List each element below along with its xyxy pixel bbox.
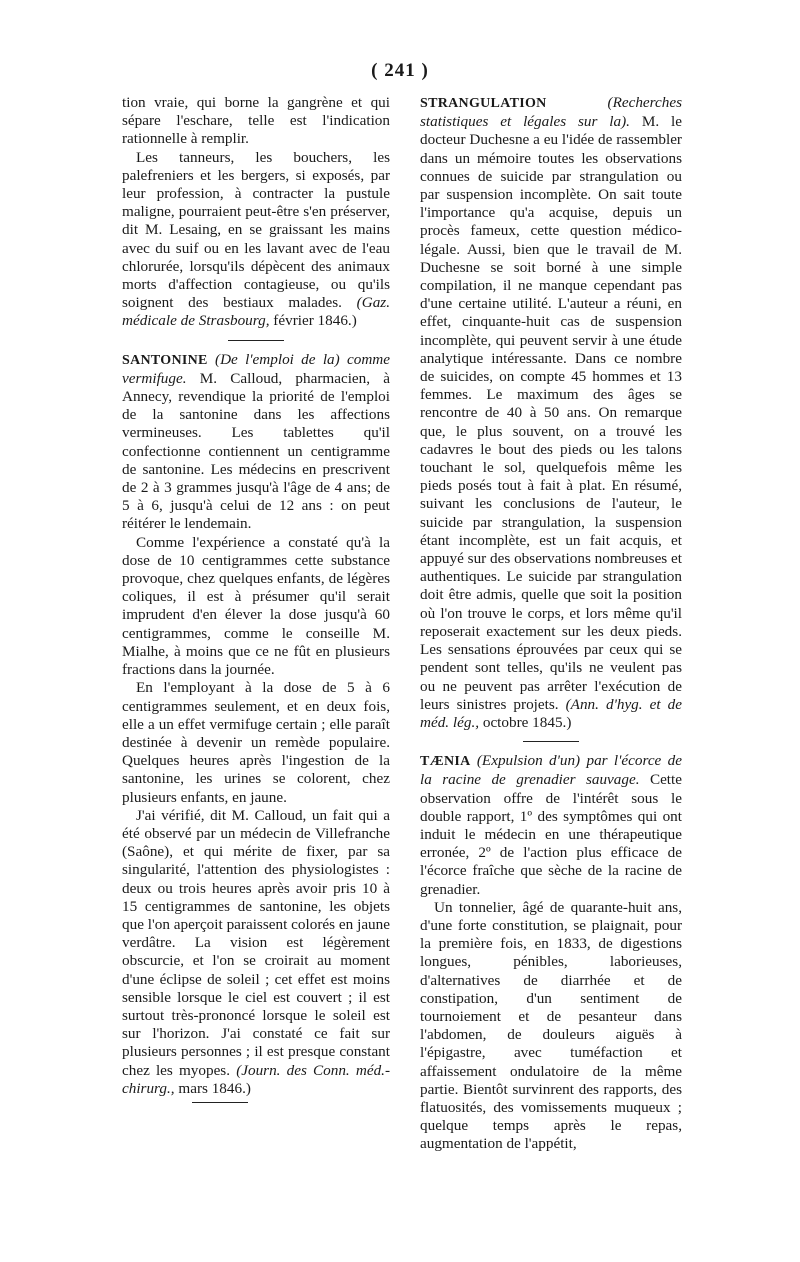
entry-heading: STRANGULATION <box>420 96 547 111</box>
entry-strangulation: STRANGULATION (Recherches statistiques et légales sur la). M. le docteur Duchesne a eu l'idée de rassembler dans un mémoire toutes les observations connues de suicide par strangulation ou par suspension incomplète. On sait toute l'importance qu'a acquise, depuis un procès fameux, cette question médico-légale. Aussi, bien que le travail de M. Duchesne se soit borné à une simple compilation, il ne manque cependant pas d'une certaine utilité. L'auteur a réuni, en effet, cinquante-huit cas de suspension incomplète, qui peuvent servir à une étude analytique intéressante. Dans ce nombre de suicides, on compte 45 hommes et 13 femmes. Le maximum des âges se rencontre de 40 à 50 ans. On remarque que, le plus souvent, on a trouvé les cadavres le bout des pieds ou les talons touchant le sol, quelquefois même les pieds posés tout à fait à plat. En résumé, suivant les conclusions de l'auteur, le suicide par strangulation, la suspension étant incomplète, est un fait acquis, et appuyé sur des observations nombreuses et authentiques. Le suicide par strangulation doit être admis, quelle que soit la position où l'on trouve le corps, et lors même qu'il reposerait exactement sur les deux pieds. Les sensations éprouvées par ceux qui se pendent sont telles, qu'ils ne veulent pas ou ne peuvent pas arrêter l'exécution de leurs sinistres projets. (Ann. d'hyg. et de méd. lég., octobre 1845.) <box>420 94 683 731</box>
section-separator <box>192 1102 248 1103</box>
paragraph: tion vraie, qui borne la gangrène et qui sépare l'eschare, telle est l'indication rationnelle à remplir. <box>122 94 390 148</box>
paragraph: Comme l'expérience a constaté qu'à la dose de 10 centigrammes cette substance provoque, chez quelques enfants, de légères coliques, il est à présumer qu'il serait imprudent d'en élever la dose jusqu'à 60 centigrammes, comme le conseille M. Mialhe, à moins que ce ne fût en plusieurs fractions dans la journée. <box>122 533 390 679</box>
left-column <box>122 94 390 1103</box>
citation-date: février 1846.) <box>273 312 357 330</box>
entry-santonine: SANTONINE (De l'emploi de la) comme vermifuge. M. Calloud, pharmacien, à Annecy, revendique la priorité de l'emploi de la santonine dans les affections vermineuses. Les tablettes qu'il confectionne contiennent un centigramme de santonine. Les médecins en prescrivent de 2 à 3 grammes jusqu'à l'âge de 4 ans; de 5 à 6, jusqu'à celui de 12 ans : on peut réitérer le lendemain. <box>122 350 391 533</box>
page-number: ( 241 ) <box>371 60 429 81</box>
entry-taenia: TÆNIA (Expulsion d'un) par l'écorce de la racine de grenadier sauvage. Cette observation offre de l'intérêt sous le double rapport, 1º des symptômes qui ont induit le médecin en une thérapeutique erronée, 2º de l'action plus efficace de l'écorce fraîche que sèche de la racine de grenadier. <box>420 752 682 898</box>
citation-date: mars 1846.) <box>178 1079 251 1097</box>
entry-heading: SANTONINE <box>122 352 208 368</box>
paragraph: En l'employant à la dose de 5 à 6 centigrammes seulement, et en deux fois, elle a un effet vermifuge certain ; elle paraît destinée à devenir un remède populaire. Quelques heures après l'ingestion de la santonine, les urines se colorent, chez plusieurs enfants, en jaune. <box>122 679 390 806</box>
section-separator <box>523 741 579 742</box>
right-column <box>420 94 682 1154</box>
paragraph: Un tonnelier, âgé de quarante-huit ans, d'une forte constitution, se plaignait, pour la première fois, en 1833, de digestions longues, pénibles, laborieuses, d'alternatives de diarrhée et de constipation, d'un sentiment de tournoiement et de pesanteur dans l'abdomen, de douleurs aiguës à l'épigastre, avec tuméfaction et affaissement ondulatoire de la même partie. Bientôt survinrent des rapports, des flatuosités, des vomissements muqueux ; quelque temps après le repas, augmentation de l'appétit, <box>420 898 682 1153</box>
section-separator <box>228 340 284 341</box>
paragraph: J'ai vérifié, dit M. Calloud, un fait qui a été observé par un médecin de Villefranche (Saône), et qui mérite de fixer, par sa singularité, l'attention des physiologistes : deux ou trois heures après avoir pris 10 à 15 centigrammes de santonine, les objets que l'on aperçoit paraissent colorés en jaune verdâtre. La vision est légèrement obscurcie, et l'on se croirait au moment d'une éclipse de soleil ; cet effet est moins sensible lorsque le ciel est couvert ; il est surtout très-prononcé lorsque le soleil est sur l'horizon. J'ai constaté ce fait sur plusieurs personnes ; il est presque constant chez les myopes. (Journ. des Conn. méd.-chirurg., mars 1846.) <box>122 806 391 1097</box>
paragraph: Les tanneurs, les bouchers, les palefreniers et les bergers, si exposés, par leur profession, à contracter la pustule maligne, pourraient peut-être s'en préserver, dit M. Lesaing, en se graissant les mains avec du suif ou en les lavant avec de l'eau chlorurée, lorsqu'ils dépècent des animaux morts d'affection contagieuse, ou qu'ils soignent des bestiaux malades. (Gaz. médicale de Strasbourg, février 1846.) <box>122 148 390 330</box>
entry-subheading: (Recherches statistiques et légales sur la). <box>420 94 682 131</box>
entry-subheading: (Expulsion d'un) par l'écorce de la racine de grenadier sauvage. <box>420 752 682 789</box>
entry-heading: TÆNIA <box>420 754 471 770</box>
citation: (Journ. des Conn. méd.-chirurg., <box>122 1061 391 1097</box>
citation: (Gaz. médicale de Strasbourg, <box>122 294 390 330</box>
citation: (Ann. d'hyg. et de méd. lég., <box>420 695 682 731</box>
entry-subheading: (De l'emploi de la) comme vermifuge. <box>122 350 391 387</box>
citation-date: octobre 1845.) <box>482 713 572 731</box>
